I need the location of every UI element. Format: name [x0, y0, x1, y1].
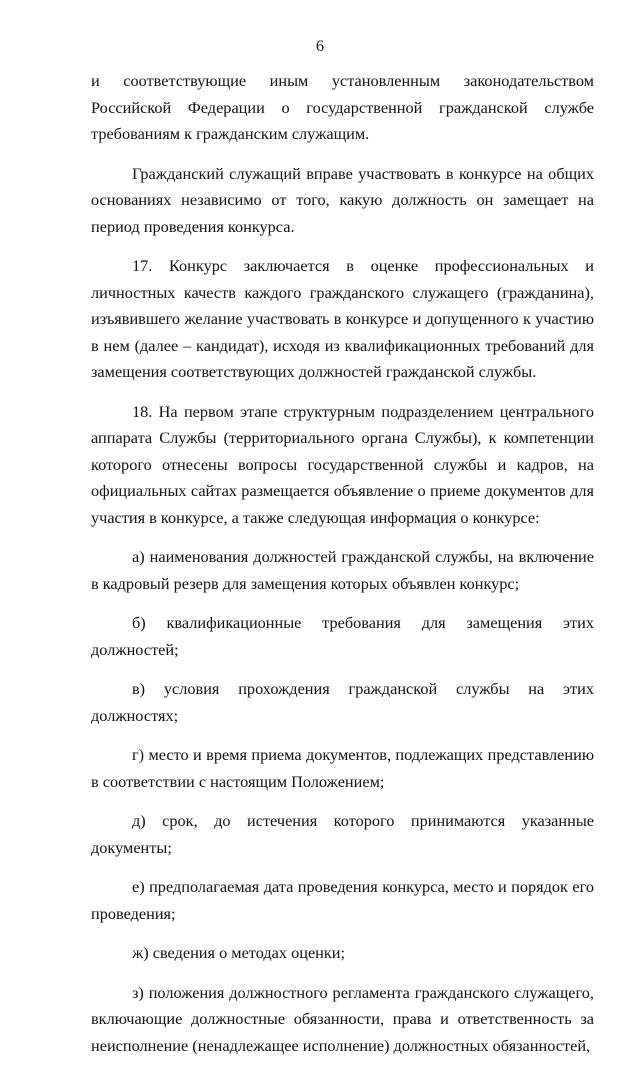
- list-item-b: б) квалификационные требования для замещения этих должностей;: [91, 613, 594, 659]
- list-item-e: е) предполагаемая дата проведения конкурса, место и порядок его проведения;: [91, 877, 594, 923]
- list-item-z: з) положения должностного регламента гражданского служащего, включающие должностные обязанности, права и ответственность за неисполнение (ненадлежащее исполнение) должностных обязанностей,: [91, 982, 594, 1055]
- paragraph-18: 18. На первом этапе структурным подразделением центрального аппарата Службы (территориального органа Службы), к компетенции которого отнесены вопросы государственной службы и кадров, на официальных сайтах размещается объявление о приеме документов для участия в конкурсе, а также следующая информация о конкурсе:: [91, 401, 594, 527]
- list-item-a: а) наименования должностей гражданской службы, на включение в кадровый резерв для замещения которых объявлен конкурс;: [91, 547, 594, 593]
- document-body: [91, 68, 594, 1072]
- paragraph-civil-servant-right: Гражданский служащий вправе участвовать в конкурсе на общих основаниях независимо от того, какую должность он замещает на период проведения конкурса.: [91, 163, 594, 236]
- paragraph-17: 17. Конкурс заключается в оценке профессиональных и личностных качеств каждого гражданского служащего (гражданина), изъявившего желание участвовать в конкурсе и допущенного к участию в нем (далее – кандидат), исходя из квалификационных требований для замещения соответствующих должностей гражданской службы.: [91, 256, 594, 381]
- list-item-g: г) место и время приема документов, подлежащих представлению в соответствии с настоящим Положением;: [91, 745, 594, 791]
- list-item-v: в) условия прохождения гражданской службы на этих должностях;: [91, 679, 594, 725]
- page-number: 6: [315, 36, 325, 55]
- paragraph-continuation: и соответствующие иным установленным законодательством Российской Федерации о государственной гражданской службе требованиям к гражданским служащим.: [91, 71, 594, 143]
- list-item-zh: ж) сведения о методах оценки;: [132, 943, 346, 962]
- list-item-d: д) срок, до истечения которого принимаются указанные документы;: [91, 811, 594, 857]
